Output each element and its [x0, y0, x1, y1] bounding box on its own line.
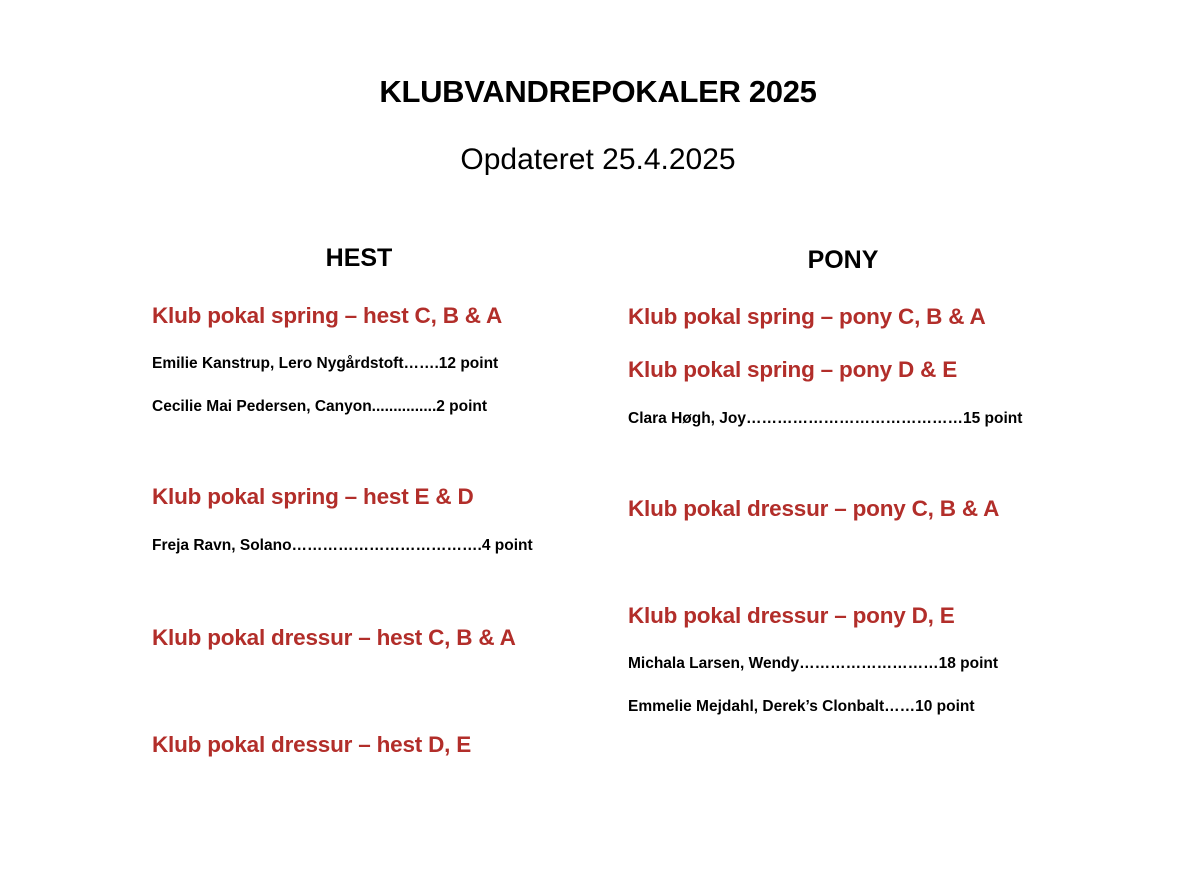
pony-column-heading: PONY — [807, 246, 879, 274]
pony-section-title: Klub pokal spring – pony D & E — [628, 357, 958, 382]
pony-entry: Emmelie Mejdahl, Derek’s Clonbalt……10 point — [628, 698, 975, 715]
pony-section-title: Klub pokal dressur – pony C, B & A — [628, 496, 1000, 521]
hest-section-title: Klub pokal dressur – hest D, E — [152, 732, 472, 757]
hest-section-title: Klub pokal spring – hest E & D — [152, 484, 474, 509]
pony-section-title: Klub pokal spring – pony C, B & A — [628, 304, 986, 329]
hest-column-heading: HEST — [325, 244, 393, 272]
hest-entry: Emilie Kanstrup, Lero Nygårdstoft…….12 point — [152, 355, 499, 372]
hest-entry: Freja Ravn, Solano……………………………….4 point — [152, 537, 533, 554]
hest-entry: Cecilie Mai Pedersen, Canyon...............2 point — [152, 398, 488, 415]
pony-entry: Clara Høgh, Joy……………………………………15 point — [628, 410, 1023, 427]
hest-section-title: Klub pokal spring – hest C, B & A — [152, 303, 503, 328]
pony-entry: Michala Larsen, Wendy………………………18 point — [628, 655, 999, 672]
pony-section-title: Klub pokal dressur – pony D, E — [628, 603, 955, 628]
document-title: KLUBVANDREPOKALER 2025 — [379, 74, 817, 109]
hest-section-title: Klub pokal dressur – hest C, B & A — [152, 625, 516, 650]
document-subtitle: Opdateret 25.4.2025 — [460, 143, 736, 176]
